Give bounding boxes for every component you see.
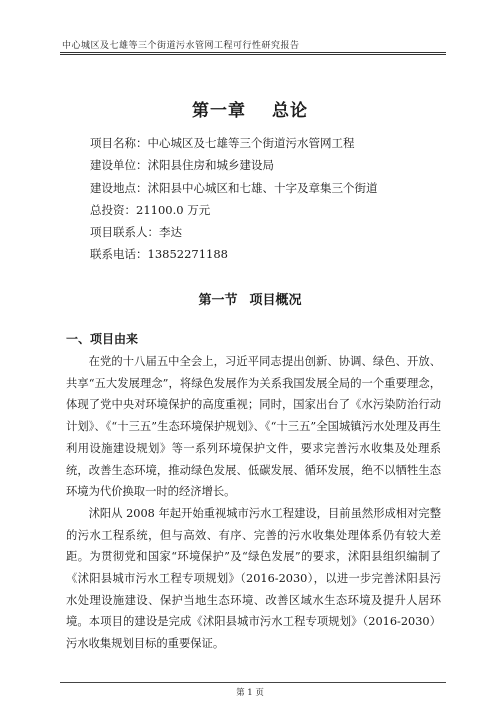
construction-unit-line: 建设单位：沭阳县住房和城乡建设局 xyxy=(90,158,274,173)
body-text xyxy=(66,351,441,655)
project-name-line: 项目名称：中心城区及七雄等三个街道污水管网工程 xyxy=(90,136,355,150)
page-number: 第 1 页 xyxy=(236,688,264,698)
subsection-title: 一、项目由来 xyxy=(66,332,139,346)
chapter-number: 第一章 xyxy=(192,101,246,121)
section-title xyxy=(0,289,500,308)
header-rule xyxy=(60,52,446,53)
section-number: 第一节 xyxy=(198,293,238,308)
paragraph: 沭阳从 2008 年起开始重视城市污水工程建设，目前虽然形成相对完整的污水工程系统，但与高效、有序、完善的污水收集处理体系仍有较大差距。为贯彻党和国家“环境保护”及“绿色发展”的要求，沭阳县组织编制了《沭阳县城市污水工程专项规划》（2016-2030），以进一步完善沭阳县污水处理设施建设、保护当地生态环境、改善区域水生态环境及提升人居环境。本项目的建设是完成《沭阳县城市污水工程专项规划》（2016-2030）污水收集规划目标的重要保证。 xyxy=(66,506,441,651)
construction-site-line: 建设地点：沭阳县中心城区和七雄、十字及章集三个街道 xyxy=(90,180,378,195)
chapter-name: 总论 xyxy=(272,101,308,121)
contact-phone-line: 联系电话：13852271188 xyxy=(90,247,228,262)
contact-person-line: 项目联系人：李达 xyxy=(90,225,182,240)
paragraph: 在党的十八届五中全会上，习近平同志提出创新、协调、绿色、开放、共享“五大发展理念”，将绿色发展作为关系我国发展全局的一个重要理念，体现了党中央对环境保护的高度重视；同时，国家出台了《水污染防治行动计划》、《“十三五”生态环境保护规划》、《“十三五”全国城镇污水处理及再生利用设施建设规划》等一系列环境保护文件，要求完善污水收集及处理系统，改善生态环境，推动绿色发展、低碳发展、循环发展，绝不以牺牲生态环境为代价换取一时的经济增长。 xyxy=(66,355,441,499)
footer-rule xyxy=(60,682,446,683)
header-rule-double xyxy=(60,54,446,55)
project-info-block xyxy=(90,132,378,266)
total-investment-line: 总投资：21100.0 万元 xyxy=(90,202,211,217)
chapter-title xyxy=(0,96,500,121)
running-header: 中心城区及七雄等三个街道污水管网工程可行性研究报告 xyxy=(62,41,300,51)
section-name: 项目概况 xyxy=(249,293,302,308)
